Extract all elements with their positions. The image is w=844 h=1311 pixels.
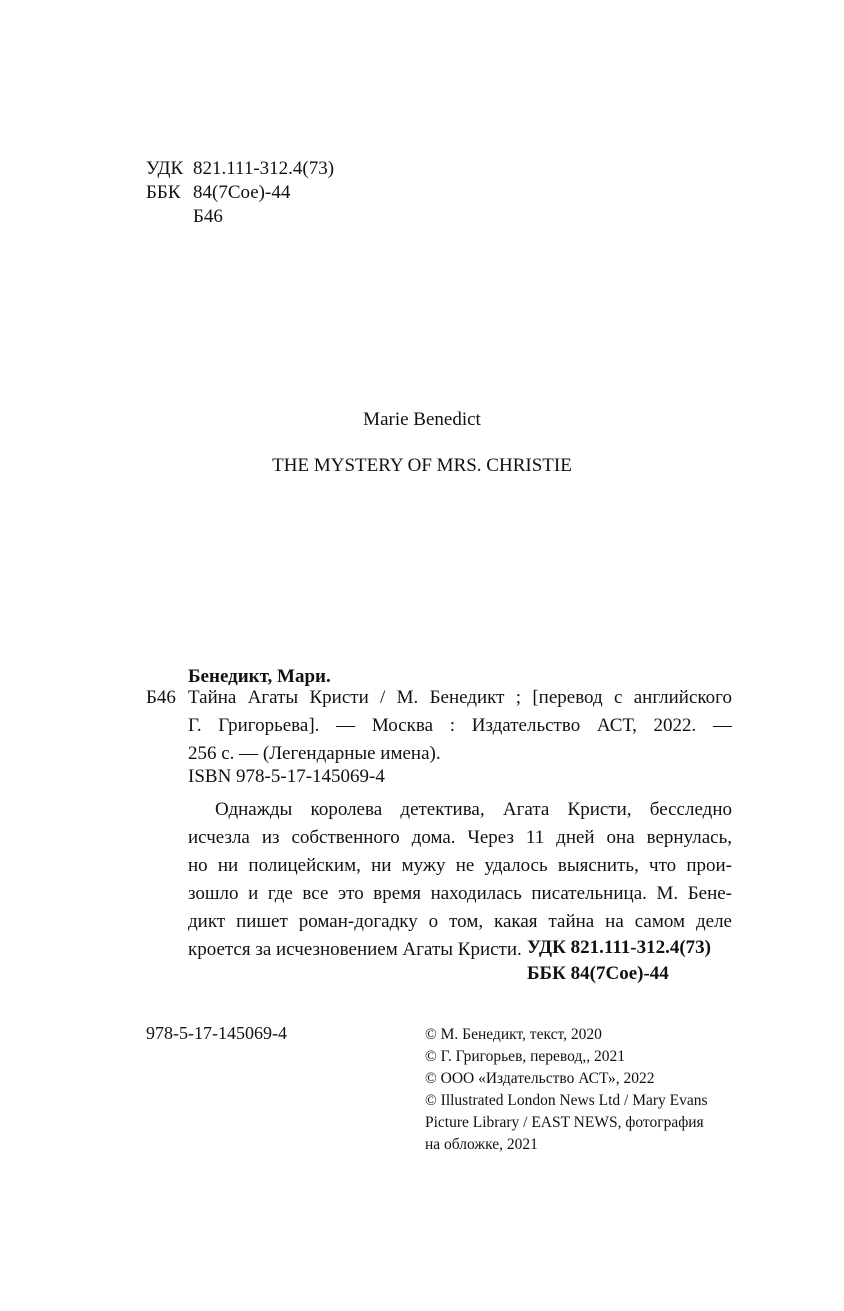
copyright-line: © Illustrated London News Ltd / Mary Evans — [425, 1092, 708, 1109]
bbk-value: 84(7Сое)-44 — [193, 182, 291, 203]
annotation-line: Однажды королева детектива, Агата Кристи, бесследно — [215, 799, 732, 820]
copyright-line: Picture Library / EAST NEWS, фотография — [425, 1114, 704, 1131]
bbk-row — [146, 181, 290, 205]
annotation-line: но ни полицейским, ни мужу не удалось выяснить, что прои- — [188, 855, 732, 876]
annotation-line: кроется за исчезновением Агаты Кристи. — [188, 939, 522, 960]
copyright-line: © ООО «Издательство АСТ», 2022 — [425, 1070, 655, 1087]
catalog-description — [188, 684, 732, 768]
annotation-line: исчезла из собственного дома. Через 11 дней она вернулась, — [188, 827, 732, 848]
isbn-line: ISBN 978-5-17-145069-4 — [188, 766, 385, 787]
catalog-line: Тайна Агаты Кристи / М. Бенедикт ; [перевод с английского — [188, 687, 732, 708]
copyright-line: на обложке, 2021 — [425, 1136, 538, 1153]
footer-isbn: 978-5-17-145069-4 — [146, 1023, 287, 1043]
bbk-bottom: ББК 84(7Сое)-44 — [527, 963, 669, 984]
original-title: THE MYSTERY OF MRS. CHRISTIE — [272, 455, 572, 476]
copyright-line: © М. Бенедикт, текст, 2020 — [425, 1026, 602, 1043]
catalog-line: Г. Григорьева]. — Москва : Издательство АСТ, 2022. — — [188, 715, 732, 736]
annotation-line: зошло и где все это время находилась писательница. М. Бене- — [188, 883, 732, 904]
annotation-line: дикт пишет роман-догадку о том, какая тайна на самом деле — [188, 911, 732, 932]
author-mark: Б46 — [193, 206, 223, 227]
bbk-label: ББК — [146, 182, 181, 203]
classification-block — [146, 157, 406, 237]
catalog-line: 256 с. — (Легендарные имена). — [188, 743, 441, 764]
udk-label: УДК — [146, 158, 184, 179]
original-author: Marie Benedict — [363, 409, 481, 430]
catalog-mark: Б46 — [146, 687, 176, 708]
copyright-line: © Г. Григорьев, перевод,, 2021 — [425, 1048, 625, 1065]
copyright-block — [425, 1024, 708, 1156]
udk-row — [146, 157, 334, 181]
udk-bottom: УДК 821.111-312.4(73) — [527, 937, 712, 958]
catalog-heading: Бенедикт, Мари. — [188, 666, 331, 687]
udk-value: 821.111-312.4(73) — [193, 158, 335, 179]
